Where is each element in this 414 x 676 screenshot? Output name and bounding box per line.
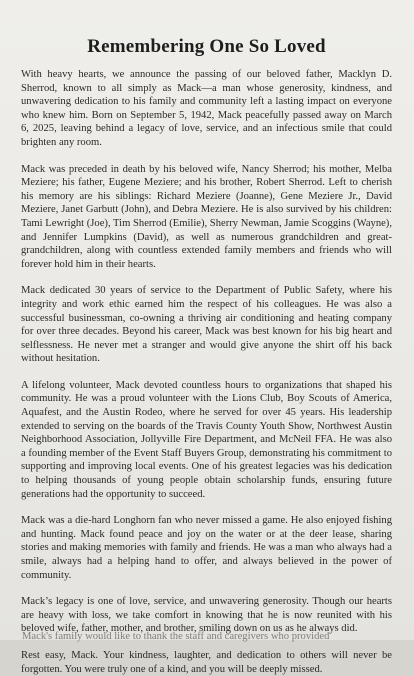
paragraph-hobbies: Mack was a die-hard Longhorn fan who never missed a game. He also enjoyed fishing and hunting. Mack found peace and joy on the water or at the deer lease, sharing stories and making memories with family and friends. He was a man who always had a smile, always had a helping hand to offer, and always believed in the power of community. — [21, 515, 392, 581]
cutoff-line: Mack's family would like to thank the staff and caregivers who provided — [22, 631, 330, 643]
paragraph-volunteer: A lifelong volunteer, Mack devoted countless hours to organizations that shaped his community. He was a proud volunteer with the Lions Club, Boy Scouts of America, Aquafest, and the Austin Rodeo, where he served for over 45 years. His leadership extended to serving on the boards of the Travis County Youth Show, Northwest Austin Neighborhood Association, Jollyville Fire Department, and McNeil FFA. He was also a founding member of the Event Staff Buyers Group, demonstrating his commitment to supporting and improving local events. One of his greatest legacies was his dedication to helping thousands of young people obtain scholarship funds, ensuring future generations had the opportunity to succeed. — [21, 379, 392, 500]
paragraph-farewell: Rest easy, Mack. Your kindness, laughter, and dedication to others will never be forgotten. You were truly one of a kind, and you will be deeply missed. — [21, 649, 392, 675]
paragraph-family: Mack was preceded in death by his beloved wife, Nancy Sherrod; his mother, Melba Meziere; his father, Eugene Meziere; and his brother, Robert Sherrod. Left to cherish his memory are his siblings: Richard Meziere (Joanne), Gene Meziere Jr., David Meziere, Janet Garbutt (John), and Debra Meziere. He is also survived by his children: Tami Lewright (Joe), Tim Sherrod (Emilie), Sherry Newman, Jamie Scoggins (Wayne), and Jennifer Lumpkins (David), as well as numerous grandchildren and great-grandchildren, along with countless extended family members and friends who will forever hold him in their hearts. — [21, 163, 392, 270]
paragraph-career: Mack dedicated 30 years of service to the Department of Public Safety, where his integrity and work ethic earned him the respect of his colleagues. He was also a successful businessman, co-owning a thriving air conditioning and heating company for over three decades. Beyond his career, Mack was best known for his big heart and selflessness. He never met a stranger and would give anyone the shirt off his back without hesitation. — [21, 285, 392, 365]
paragraph-legacy: Mack’s legacy is one of love, service, and unwavering generosity. Though our hearts are heavy with loss, we take comfort in knowing that he is now reunited with his beloved wife, father, mother, and brother, smiling down on us as he always did. — [21, 596, 392, 635]
page-title: Remembering One So Loved — [87, 36, 326, 57]
paragraph-announcement: With heavy hearts, we announce the passing of our beloved father, Macklyn D. Sherrod, known to all simply as Mack—a man whose generosity, kindness, and unwavering dedication to his family and community left a lasting impact on everyone who knew him. Born on September 5, 1942, Mack peacefully passed away on March 6, 2025, leaving behind a legacy of love, service, and an infectious smile that could brighten any room. — [21, 69, 392, 148]
